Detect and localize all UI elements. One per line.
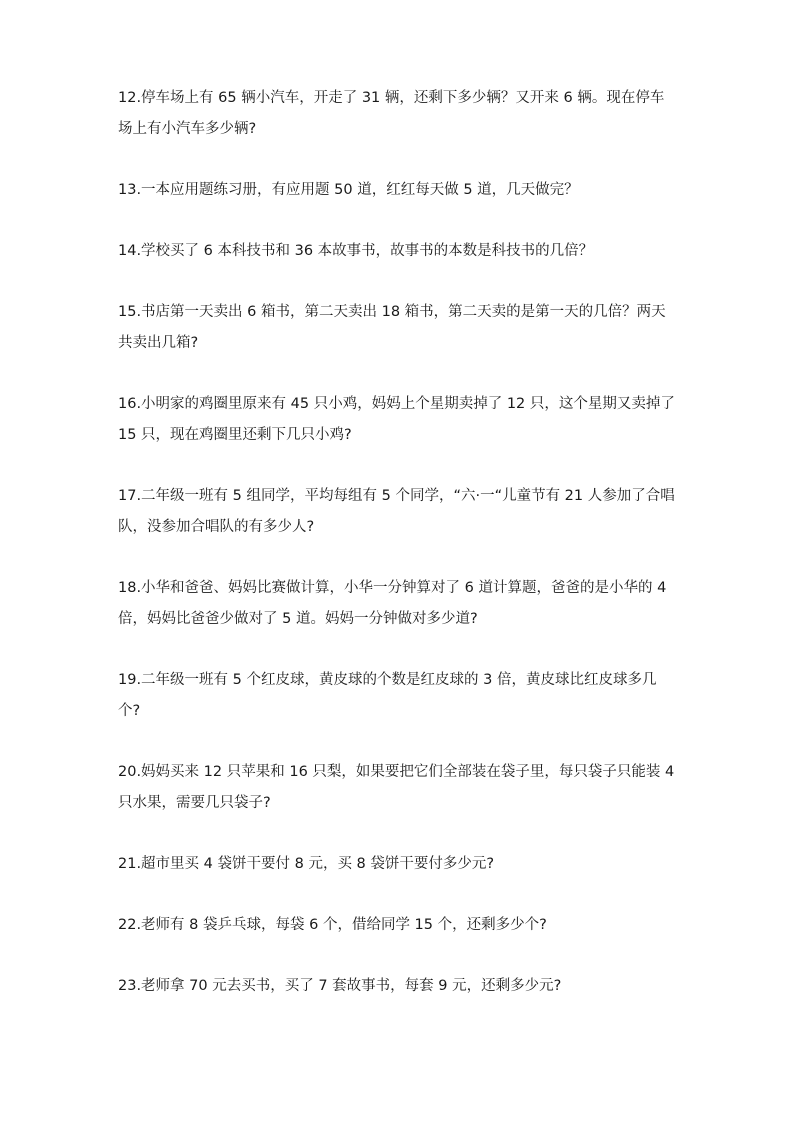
- problem-list: [118, 83, 678, 1032]
- problem-16: 16.小明家的鸡圈里原来有 45 只小鸡，妈妈上个星期卖掉了 12 只，这个星期又卖掉了 15 只，现在鸡圈里还剩下几只小鸡?: [118, 396, 675, 443]
- problem-19: 19.二年级一班有 5 个红皮球，黄皮球的个数是红皮球的 3 倍，黄皮球比红皮球多几个?: [118, 672, 657, 719]
- problem-12: 12.停车场上有 65 辆小汽车，开走了 31 辆，还剩下多少辆？又开来 6 辆。现在停车场上有小汽车多少辆?: [118, 90, 665, 137]
- problem-20: 20.妈妈买来 12 只苹果和 16 只梨，如果要把它们全部装在袋子里，每只袋子只能装 4 只水果，需要几只袋子?: [118, 764, 675, 811]
- problem-21: 21.超市里买 4 袋饼干要付 8 元，买 8 袋饼干要付多少元?: [118, 856, 495, 872]
- problem-15: 15.书店第一天卖出 6 箱书，第二天卖出 18 箱书，第二天卖的是第一天的几倍？两天共卖出几箱?: [118, 304, 666, 351]
- problem-18: 18.小华和爸爸、妈妈比赛做计算，小华一分钟算对了 6 道计算题，爸爸的是小华的 4 倍，妈妈比爸爸少做对了 5 道。妈妈一分钟做对多少道?: [118, 580, 667, 627]
- problem-14: 14.学校买了 6 本科技书和 36 本故事书，故事书的本数是科技书的几倍？: [118, 243, 594, 259]
- problem-23: 23.老师拿 70 元去买书，买了 7 套故事书，每套 9 元，还剩多少元?: [118, 978, 562, 994]
- problem-22: 22.老师有 8 袋乒乓球，每袋 6 个，借给同学 15 个，还剩多少个?: [118, 917, 547, 933]
- problem-17: 17.二年级一班有 5 组同学，平均每组有 5 个同学，“六·一“儿童节有 21 人参加了合唱队，没参加合唱队的有多少人?: [118, 488, 675, 535]
- problem-13: 13.一本应用题练习册，有应用题 50 道，红红每天做 5 道，几天做完？: [118, 182, 579, 198]
